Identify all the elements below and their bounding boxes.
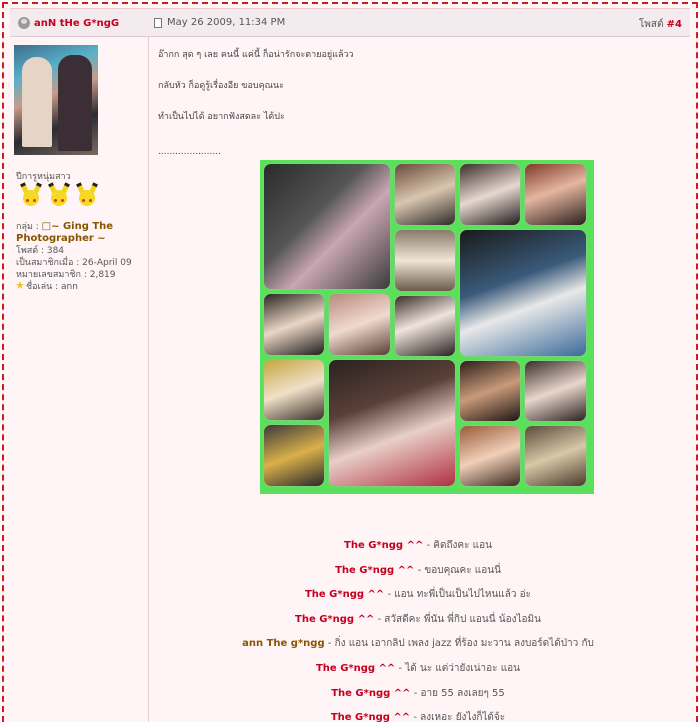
body-line: ทำเป็นไปได้ อยากฟังสดละ ได้ปะ xyxy=(158,112,285,122)
comment-line xyxy=(158,687,678,712)
comment-line xyxy=(158,613,678,638)
body-line: กลับหัว ก็อดูรู้เรื่องอีย ขอบคุณนะ xyxy=(158,81,284,91)
pikachu-icon xyxy=(20,183,42,207)
collage-photo xyxy=(263,424,325,487)
group-line xyxy=(16,221,141,245)
comment-author[interactable]: The G*ngg ^^ xyxy=(295,613,375,625)
collage-photo xyxy=(524,360,587,422)
comment-text: - อาย 55 ลงเลยๆ 55 xyxy=(410,687,505,699)
photo-collage[interactable] xyxy=(260,160,594,494)
avatar-person-right xyxy=(58,55,92,151)
join-date: เป็นสมาชิกเมื่อ : 26-April 09 xyxy=(16,258,132,268)
author-name[interactable]: anN tHe G*ngG xyxy=(34,17,120,29)
collage-photo xyxy=(263,359,325,421)
profile-meta xyxy=(16,221,141,293)
collage-photo xyxy=(263,293,325,356)
nickname-line xyxy=(16,281,141,293)
comment-author[interactable]: The G*ngg ^^ xyxy=(335,564,415,576)
rank-title: ปีการูหนุ่มสาว xyxy=(16,172,71,182)
comment-line xyxy=(158,539,678,564)
post-number-link[interactable]: #4 xyxy=(666,19,682,30)
collage-photo xyxy=(394,295,456,357)
comment-line xyxy=(158,637,678,662)
collage-photo xyxy=(459,163,521,226)
post-date-text: May 26 2009, 11:34 PM xyxy=(167,17,286,28)
pikachu-icon xyxy=(76,183,98,207)
star-icon xyxy=(16,281,24,289)
comment-line xyxy=(158,588,678,613)
comment-text: - แอน ทะพี่เป็นเป็นไปไหนแล้ว อ่ะ xyxy=(384,589,532,601)
collage-photo xyxy=(459,425,521,487)
body-separator: ...................... xyxy=(158,147,221,157)
collage-photo xyxy=(459,360,521,422)
collage-photo xyxy=(328,359,456,487)
rank-icons xyxy=(20,183,98,207)
post-container xyxy=(10,8,690,722)
comment-author[interactable]: The G*ngg ^^ xyxy=(330,712,411,722)
collage-photo xyxy=(394,163,456,226)
comment-line xyxy=(158,662,678,687)
comment-line xyxy=(158,564,678,589)
comment-text: - สวัสดีคะ พี่นัน พี่กิป แอนนี่ น้องไอมิน xyxy=(374,613,541,625)
avatar[interactable] xyxy=(14,45,98,155)
column-divider xyxy=(148,37,149,722)
post-label: โพสต์ xyxy=(638,19,664,30)
member-number: หมายเลขสมาชิก : 2,819 xyxy=(16,270,116,280)
collage-photo xyxy=(263,163,391,290)
comment-author[interactable]: The G*ngg ^^ xyxy=(331,687,411,699)
comment-author[interactable]: The G*ngg ^^ xyxy=(344,540,424,551)
nickname: ชื่อเล่น : ann xyxy=(26,282,78,292)
collage-photo xyxy=(328,293,391,356)
collage-photo xyxy=(459,229,587,357)
comment-text: - ได้ นะ แต่ว่ายังเน่าอะ แอน xyxy=(395,662,520,674)
post-frame xyxy=(2,2,698,722)
post-header xyxy=(10,9,690,37)
comment-text: - ขอบคุณคะ แอนนี่ xyxy=(414,564,501,576)
collage-photo xyxy=(524,425,587,487)
post-icon xyxy=(154,18,162,28)
post-number[interactable] xyxy=(639,17,682,32)
collage-photo xyxy=(524,163,587,226)
post-date xyxy=(154,17,285,28)
avatar-person-left xyxy=(22,57,52,147)
collage-photo xyxy=(394,229,456,292)
comment-author[interactable]: The G*ngg ^^ xyxy=(315,662,396,674)
post-author[interactable] xyxy=(18,17,119,29)
user-icon xyxy=(18,17,30,29)
group-name[interactable]: □~ Ging The Photographer ~ xyxy=(16,221,114,244)
comment-author[interactable]: ann The g*ngg xyxy=(242,638,325,650)
post-body xyxy=(158,49,354,142)
comment-line xyxy=(158,711,678,722)
comment-text: - ลงเหอะ ยังไงก็ได้จ้ะ xyxy=(410,712,506,722)
post-count: โพสต์ : 384 xyxy=(16,246,65,256)
comment-list xyxy=(158,539,678,722)
comment-text: - กิ่ง แอน เอากลิป เพลง jazz ที่ร้อง มะวาน ลงบอร์ดได้ป่าว กับ xyxy=(324,638,594,650)
pikachu-icon xyxy=(48,183,70,207)
comment-text: - คิดถึงคะ แอน xyxy=(423,540,492,551)
comment-author[interactable]: The G*ngg ^^ xyxy=(304,589,385,601)
body-line: อ๊ากก สุด ๆ เลย คนนี้ แค่นี้ ก็อน่ารักจะตายอยู่แล้วว xyxy=(158,50,354,60)
group-label: กลุ่ม : xyxy=(16,222,42,232)
